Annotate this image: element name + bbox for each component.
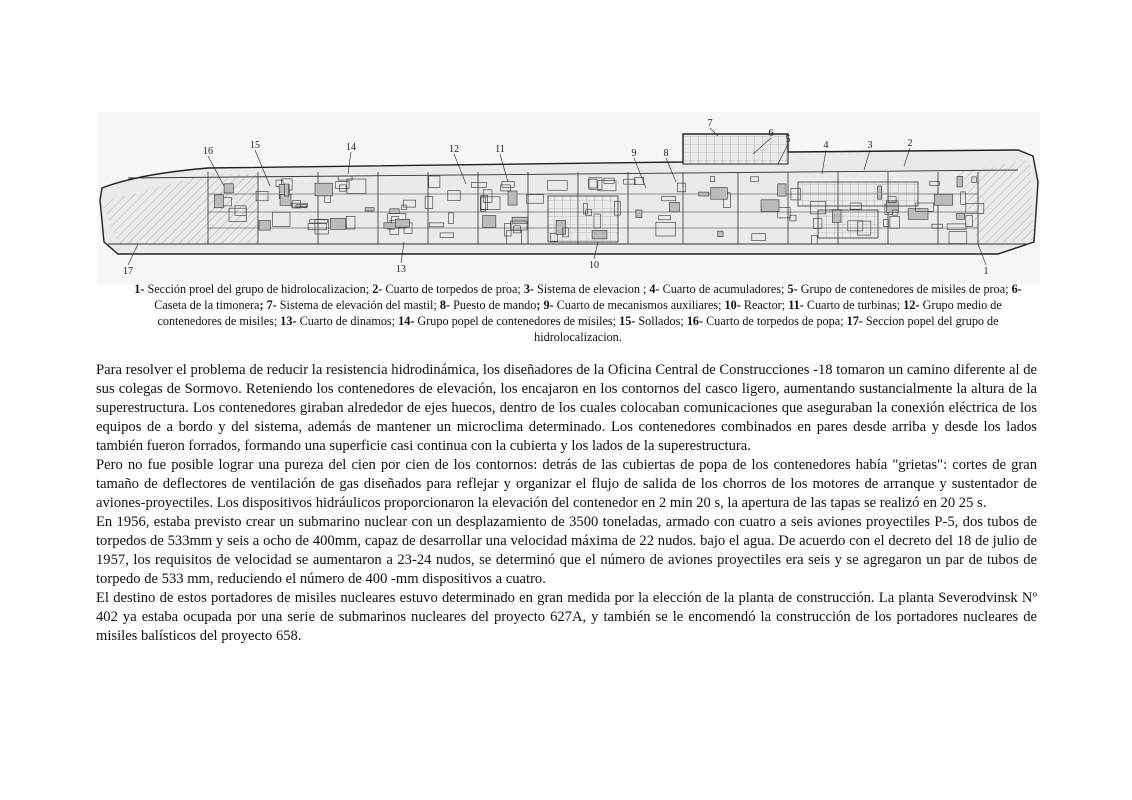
caption-number: 4- — [649, 282, 660, 296]
equipment-box — [224, 184, 233, 193]
caption-text: Puesto de mando — [450, 298, 537, 312]
equipment-box — [669, 202, 679, 212]
equipment-block — [798, 182, 918, 206]
diagram-label-8: 8 — [663, 148, 669, 159]
caption-number: 1- — [134, 282, 145, 296]
submarine-cutaway-svg — [98, 112, 1040, 284]
caption-number: 17- — [846, 314, 863, 328]
caption-number: 2- — [372, 282, 383, 296]
equipment-box — [778, 184, 786, 196]
diagram-label-10: 10 — [589, 260, 599, 271]
caption-number: 11- — [788, 298, 804, 312]
diagram-label-15: 15 — [250, 140, 260, 151]
caption-text: Cuarto de torpedos de proa; — [382, 282, 524, 296]
equipment-box — [761, 200, 779, 212]
equipment-box — [315, 183, 333, 196]
diagram-label-6: 6 — [768, 128, 774, 139]
caption-text: Seccion popel del grupo de hidrolocalizacion. — [534, 314, 999, 344]
caption-number: ; — [259, 298, 264, 312]
equipment-box — [908, 209, 928, 220]
caption-text: Grupo popel de contenedores de misiles; — [414, 314, 620, 328]
diagram-label-3: 3 — [867, 140, 873, 151]
caption-number: 7- — [266, 298, 277, 312]
equipment-box — [699, 192, 709, 196]
equipment-box — [365, 208, 374, 211]
caption-text: Grupo medio de contenedores de misiles; — [157, 298, 1002, 328]
equipment-box — [957, 176, 963, 187]
equipment-box — [512, 217, 528, 223]
caption-text: Cuarto de turbinas; — [803, 298, 904, 312]
equipment-box — [284, 184, 288, 196]
caption-text: Cuarto de torpedos de popa; — [703, 314, 847, 328]
caption-text: Grupo de contenedores de misiles de proa; — [797, 282, 1012, 296]
caption-number: 3- — [523, 282, 534, 296]
diagram-label-4: 4 — [823, 140, 829, 151]
caption-number: 9- — [543, 298, 554, 312]
submarine-cutaway-diagram — [98, 112, 1040, 284]
equipment-box — [259, 221, 270, 231]
caption-number: ; — [536, 298, 541, 312]
caption-text: Sollados; — [635, 314, 687, 328]
caption-number: 14- — [398, 314, 415, 328]
equipment-block — [818, 210, 878, 238]
caption-number: 5- — [787, 282, 798, 296]
diagram-label-9: 9 — [631, 148, 637, 159]
equipment-box — [508, 191, 517, 205]
diagram-label-2: 2 — [907, 138, 913, 149]
caption-number: 16- — [686, 314, 704, 328]
equipment-box — [395, 219, 409, 227]
equipment-box — [711, 188, 728, 200]
paragraph-3: En 1956, estaba previsto crear un submarino nuclear con un desplazamiento de 3500 toneladas, armado con cuatro a seis aviones proyectiles P-5, dos tubos de torpedos de 533mm y seis a ocho de 400mm, capaz de desarrollar una velocidad máxima de 22 nudos. bajo el agua. De acuerdo con el decreto del 18 de julio de 1957, los requisitos de velocidad se aumentaron a 23-24 nudos, se determinó que el número de aviones proyectiles era seis y se agregaron un par de tubos de torpedo de 533 mm, reduciendo el número de 400 -mm dispositivos a cuatro. — [96, 514, 1037, 587]
caption-text: Cuarto de mecanismos auxiliares; — [553, 298, 725, 312]
equipment-box — [957, 213, 965, 219]
caption-number: 12- — [903, 298, 920, 312]
diagram-label-1: 1 — [983, 266, 989, 277]
diagram-label-12: 12 — [449, 144, 459, 155]
article-body — [96, 361, 1037, 646]
caption-number: 8- — [439, 298, 451, 312]
paragraph-1: Para resolver el problema de reducir la resistencia hidrodinámica, los diseñadores de la Oficina Central de Construcciones -18 tomaron un camino diferente al de sus colegas de Sormovo. Reteniendo los contenedores de elevación, los encajaron en los contornos del casco ligero, aumentando sustancialmente la altura de la superestructura. Los contenedores giraban alrededor de ejes huecos, dentro de los cuales colocaban comunicaciones que aseguraban la conexión eléctrica de los equipos de a bordo y del sistema, además de mantener un microclima determinado. Los contenedores combinados en pares desde arriba y desde los lados también fueron forrados, formando una superficie casi continua con la cubierta y los lados de la superestructura. — [96, 362, 1037, 454]
paragraph-4: El destino de estos portadores de misiles nucleares estuvo determinado en gran medida por la elección de la planta de construcción. La planta Severodvinsk Nº 402 ya estaba ocupada por una serie de submarinos nucleares del proyecto 627A, y también se le encomendó la construcción de los portadores nucleares de misiles balísticos del proyecto 658. — [96, 590, 1037, 644]
caption-text: Sección proel del grupo de hidrolocalizacion; — [144, 282, 373, 296]
paragraph-2: Pero no fue posible lograr una pureza del cien por cien de los contornos: detrás de las cubiertas de popa de los contenedores había "grietas": cortes de gran tamaño de deflectores de ventilación de gas diseñados para reflejar y organizar el flujo de salida de los chorros de los motores de arranque y sustentador de aviones-proyectiles. Los dispositivos hidráulicos proporcionaron la elevación del contenedor en 2 min 20 s, la apertura de las tapas se realizó en 20 25 s. — [96, 457, 1037, 511]
caption-text: Cuarto de acumuladores; — [659, 282, 788, 296]
equipment-box — [636, 210, 642, 218]
equipment-box — [214, 195, 223, 208]
diagram-label-17: 17 — [123, 266, 133, 277]
equipment-box — [718, 231, 724, 237]
caption-text: Cuarto de dinamos; — [296, 314, 399, 328]
equipment-box — [934, 194, 952, 205]
equipment-box — [296, 205, 307, 208]
caption-text: Sistema de elevacion ; — [533, 282, 650, 296]
diagram-label-14: 14 — [346, 142, 356, 153]
diagram-label-5: 5 — [785, 134, 791, 145]
diagram-label-16: 16 — [203, 146, 213, 157]
caption-number: 13- — [280, 314, 297, 328]
equipment-box — [483, 216, 496, 228]
equipment-block — [548, 196, 618, 242]
diagram-label-13: 13 — [396, 264, 406, 275]
caption-text: Sistema de elevación del mastil; — [276, 298, 440, 312]
caption-text: Caseta de la timonera — [154, 298, 260, 312]
equipment-box — [330, 218, 345, 229]
diagram-label-11: 11 — [495, 144, 505, 155]
caption-text: Reactor; — [740, 298, 789, 312]
caption-number: 6- — [1011, 282, 1022, 296]
caption-number: 10- — [724, 298, 741, 312]
equipment-box — [390, 209, 399, 214]
caption-number: 15- — [619, 314, 636, 328]
diagram-label-7: 7 — [707, 118, 713, 129]
figure-caption — [128, 281, 1028, 345]
